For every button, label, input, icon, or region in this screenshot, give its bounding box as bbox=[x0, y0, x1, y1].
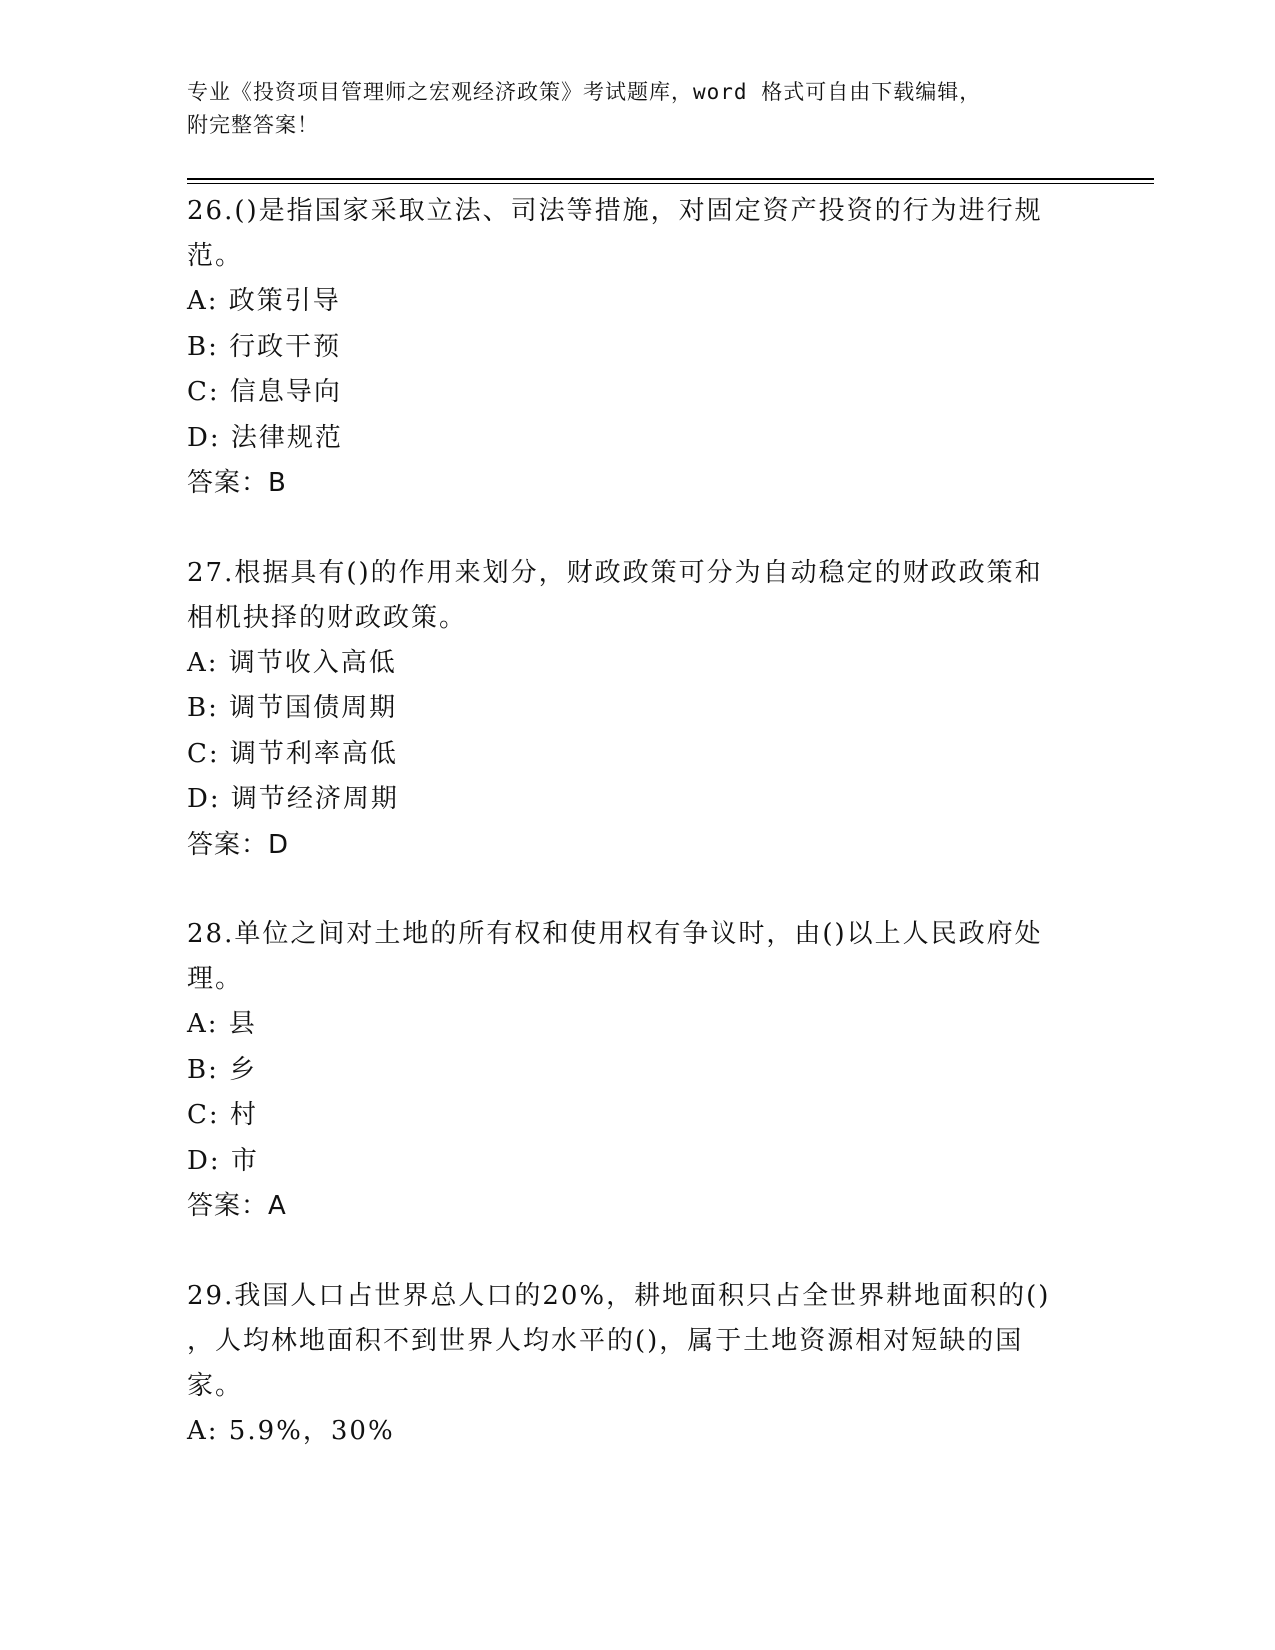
question-28 bbox=[187, 912, 1087, 1230]
option-b: B: 行政干预 bbox=[187, 331, 342, 362]
header-divider-thick bbox=[187, 178, 1154, 180]
question-list bbox=[187, 189, 1087, 1454]
question-stem-line: 相机抉择的财政政策。 bbox=[187, 602, 468, 633]
option-a: A: 政策引导 bbox=[187, 286, 341, 316]
answer-line: 答案：D bbox=[187, 829, 290, 860]
header-line-1: 专业《投资项目管理师之宏观经济政策》考试题库，word 格式可自由下载编辑， bbox=[187, 80, 982, 104]
question-stem-line: 理。 bbox=[187, 964, 244, 994]
option-c: C: 调节利率高低 bbox=[187, 738, 398, 769]
question-stem-line: 28.单位之间对土地的所有权和使用权有争议时，由()以上人民政府处 bbox=[187, 919, 1043, 949]
answer-line: 答案：B bbox=[187, 468, 287, 498]
option-a: A: 县 bbox=[187, 1009, 257, 1039]
header-line-2: 附完整答案！ bbox=[187, 113, 319, 137]
option-b: B: 乡 bbox=[187, 1054, 258, 1085]
question-27 bbox=[187, 551, 1087, 869]
question-stem-line: 27.根据具有()的作用来划分，财政政策可分为自动稳定的财政政策和 bbox=[187, 557, 1043, 588]
option-a: A: 5.9%，30% bbox=[187, 1415, 395, 1446]
header-divider-thin bbox=[187, 183, 1154, 184]
question-stem-line: 26.()是指国家采取立法、司法等措施，对固定资产投资的行为进行规 bbox=[187, 196, 1043, 226]
question-stem-line: 范。 bbox=[187, 241, 244, 271]
question-stem-line: ，人均林地面积不到世界人均水平的()，属于土地资源相对短缺的国 bbox=[187, 1325, 1024, 1356]
answer-line: 答案：A bbox=[187, 1191, 287, 1221]
question-stem-line: 家。 bbox=[187, 1370, 244, 1401]
question-29 bbox=[187, 1274, 1087, 1455]
question-26 bbox=[187, 189, 1087, 507]
option-c: C: 信息导向 bbox=[187, 377, 342, 407]
option-a: A: 调节收入高低 bbox=[187, 647, 397, 678]
option-d: D: 调节经济周期 bbox=[187, 784, 399, 814]
option-d: D: 市 bbox=[187, 1145, 259, 1176]
option-b: B: 调节国债周期 bbox=[187, 693, 398, 723]
question-stem-line: 29.我国人口占世界总人口的20%，耕地面积只占全世界耕地面积的() bbox=[187, 1280, 1051, 1311]
option-d: D: 法律规范 bbox=[187, 422, 343, 453]
option-c: C: 村 bbox=[187, 1100, 258, 1130]
document-header bbox=[187, 76, 1067, 142]
